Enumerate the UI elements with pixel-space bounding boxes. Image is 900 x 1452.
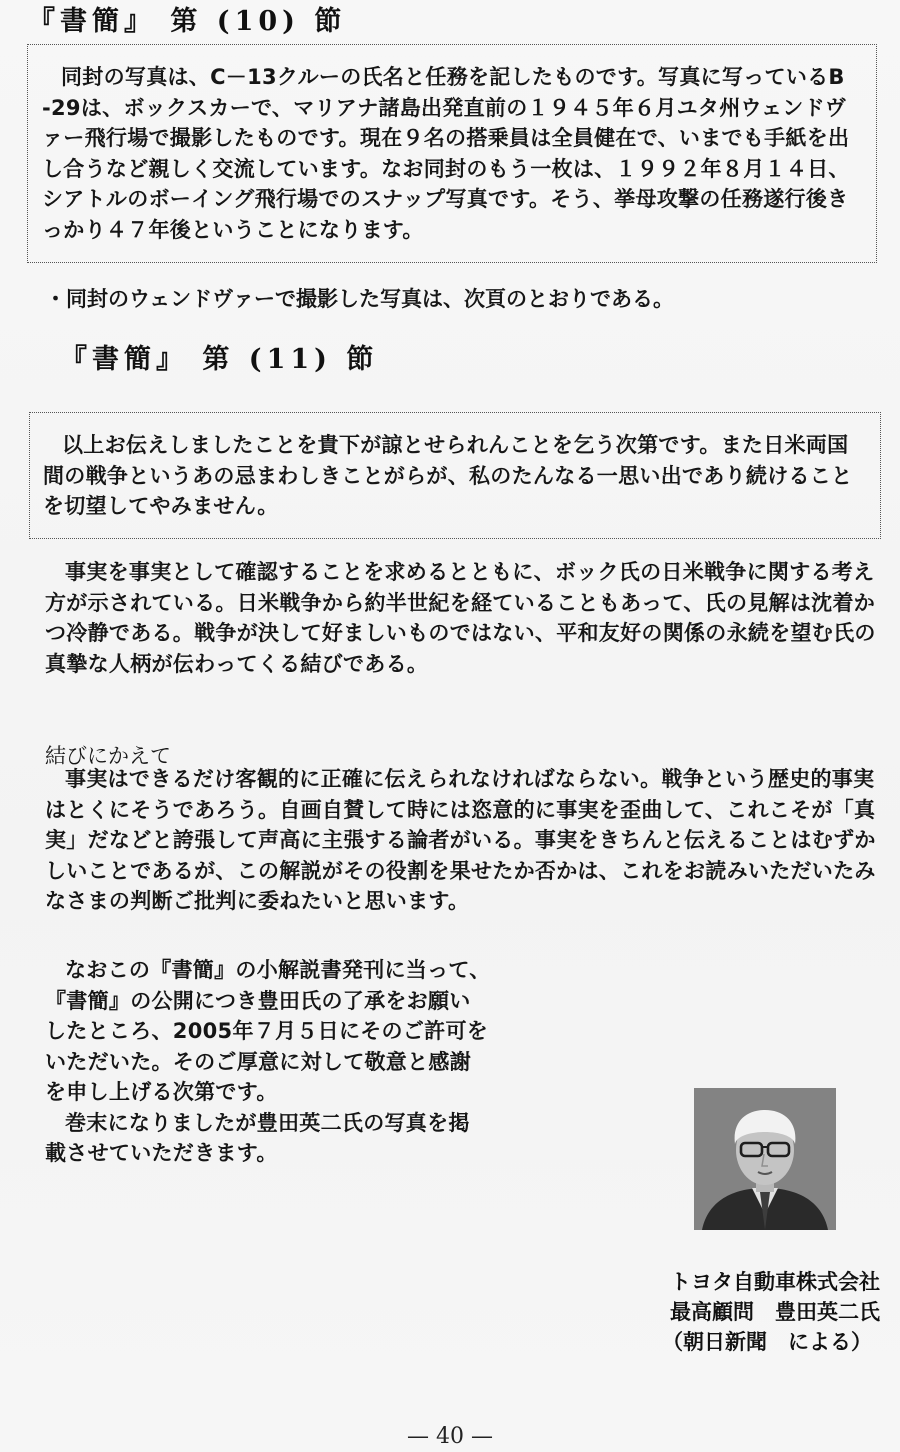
quoted-letter-text-10	[42, 62, 872, 245]
text-line: 同封の写真は、C－13クルーの氏名と任務を記したものです。写真に写っているB	[61, 65, 845, 89]
text-line: 事実を事実として確認することを求めるとともに、ボック氏の日米戦争に関する考え	[65, 560, 875, 584]
conclusion-paragraph	[45, 764, 895, 917]
text-line: したところ、2005年７月５日にそのご許可を	[45, 1019, 489, 1043]
text-line: 真摯な人柄が伝わってくる結びである。	[45, 651, 429, 676]
text-line: 間の戦争というあの忌まわしきことがらが、私のたんなる一思い出であり続けること	[43, 463, 853, 488]
text-line: なおこの『書簡』の小解説書発刊に当って、	[65, 958, 491, 982]
portrait-illustration	[694, 1088, 836, 1230]
acknowledgement-paragraph	[45, 955, 515, 1169]
text-line: 実」だなどと誇張して声高に主張する論者がいる。事実をきちんと伝えることはむずか	[45, 828, 876, 852]
portrait-photo	[694, 1088, 836, 1230]
section-heading-10: 『書簡』 第 (10) 節	[28, 6, 347, 37]
text-line: シアトルのボーイング飛行場でのスナップ写真です。そう、挙母攻撃の任務遂行後き	[42, 187, 849, 211]
text-line: ァー飛行場で撮影したものです。現在９名の搭乗員は全員健在で、いまでも手紙を出	[42, 126, 850, 150]
text-line: 巻末になりましたが豊田英二氏の写真を掲	[65, 1110, 470, 1135]
quoted-letter-text-11	[43, 430, 873, 522]
text-line: なさまの判断ご批判に委ねたいと思います。	[45, 889, 470, 913]
photo-caption-source: （朝日新聞 による）	[662, 1330, 872, 1354]
text-line: 載させていただきます。	[45, 1141, 278, 1165]
section-heading-11: 『書簡』 第 (11) 節	[60, 344, 379, 375]
commentary-paragraph	[45, 557, 895, 679]
photo-caption-company: トヨタ自動車株式会社	[670, 1270, 880, 1294]
text-line: っかり４７年後ということになります。	[42, 217, 424, 242]
text-line: 以上お伝えしましたことを貴下が諒とせられんことを乞う次第です。また日米両国	[62, 433, 849, 457]
text-line: 『書簡』の公開につき豊田氏の了承をお願い	[45, 988, 471, 1013]
text-line: を切望してやみません。	[43, 494, 279, 518]
page-number: — 40 —	[407, 1424, 493, 1449]
text-line: いただいた。そのご厚意に対して敬意と感謝	[45, 1049, 471, 1074]
text-line: し合うなど親しく交流しています。なお同封のもう一枚は、１９９２年８月１４日、	[42, 156, 850, 181]
text-line: はとくにそうであろう。自画自賛して時には恣意的に事実を歪曲して、これこそが「真	[45, 797, 876, 822]
text-line: 事実はできるだけ客観的に正確に伝えられなければならない。戦争という歴史的事実	[65, 767, 875, 791]
text-line: しいことであるが、この解説がその役割を果せたか否かは、これをお読みいただいたみ	[45, 858, 876, 883]
text-line: 方が示されている。日米戦争から約半世紀を経ていることもあって、氏の見解は沈着か	[45, 590, 876, 615]
text-line: を申し上げる次第です。	[45, 1080, 278, 1104]
text-line: -29は、ボックスカーで、マリアナ諸島出発直前の１９４５年６月ユタ州ウェンドヴ	[42, 95, 847, 120]
bullet-note: ・同封のウェンドヴァーで撮影した写真は、次頁のとおりである。	[45, 287, 674, 311]
photo-caption-name: 最高顧問 豊田英二氏	[670, 1300, 880, 1324]
conclusion-title: 結びにかえて	[45, 744, 171, 768]
text-line: つ冷静である。戦争が決して好ましいものではない、平和友好の関係の永続を望む氏の	[45, 621, 876, 645]
